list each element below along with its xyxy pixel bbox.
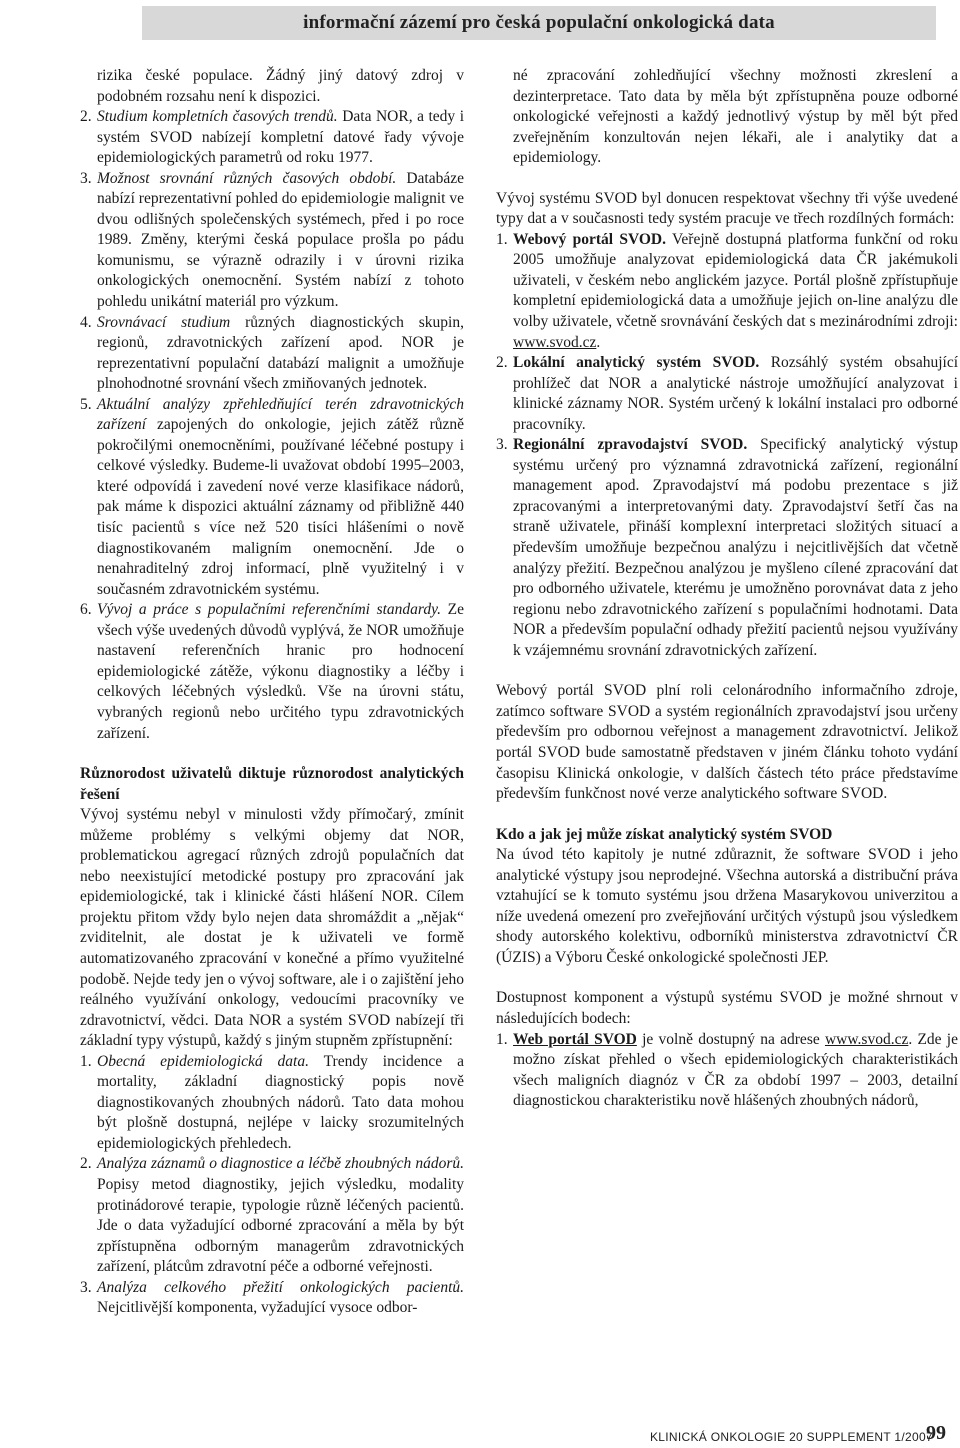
list-item-1-continuation: rizika české populace. Žádný jiný datový zdroj v podobném rozsahu není k dispozici. [97,67,464,105]
form-item-3: 3. Regionální zpravodajství SVOD. Specifický analytický výstup systému určený pro významná zdravotnická zařízení, regionální management apod. Zpravodajství má podobu prezentace s již zpracovanými a interpretovanými daty. Zpravodajství šetří čas na straně uživatele, přináší komplexní interpretaci složitých situací a především umožňuje bezpečnou analýzu i nejcitlivějších dat včetně analýzy přežití. Bezpečnou analýzou je myšleno cílené zpracování dat pro odborného uživatele, kterému je umožněno porovnávat data z jeho regionu nebo zdravotnického zařízení s populačními hodnotami. Data NOR a především populační odhady přežití pacientů nejsou využívány k vzájemnému srovnání zdravotnických zařízení. [496,436,958,659]
output-item-2: 2. Analýza záznamů o diagnostice a léčbě zhoubných nádorů. Popisy metod diagnostiky, jejich výsledku, modality protinádorové terapie, typologie různě léčených pacientů. Jde o data vyžadující odborné zpracování a měla by být zpřístupněna odborným managerům zdravotnických zařízení, plátcům zdravotní péče a odborné veřejnosti. [80,1155,464,1276]
output-item-1: 1. Obecná epidemiologická data. Trendy incidence a mortality, základní diagnostický popis nově diagnostikovaných zhoubných nádorů. Tato data mohou být plošně dostupná, nejlépe v laicky srozumitelných epidemiologických přehledech. [80,1052,464,1152]
paragraph-components: Dostupnost komponent a výstupů systému SVOD je možné shrnout v následujících bodech: [496,989,958,1027]
list-item-6: 6. Vývoj a práce s populačními referenčními standardy. Ze všech výše uvedených důvodů vyplývá, že NOR umožňuje nastavení referenčních hranic pro hodnocení epidemiologické zátěže, výkonu diagnostiky a léčby i celkových léčebných výsledků. Vše na úrovni státu, vybraných regionů nebo určitého typu zdravotnických zařízení. [80,601,464,742]
page-number: 99 [926,1422,946,1444]
list-item-2: 2. Studium kompletních časových trendů. Data NOR, a tedy i systém SVOD nabízejí kompletní datové řady vývoje epidemiologických parametrů od roku 1977. [80,108,464,167]
list-item-4: 4. Srovnávací studium různých diagnostických skupin, regionů, zdravotnických zařízení apod. NOR je reprezentativní populační databází malignit a umožňuje plnohodnotné srovnání všech zmiňovaných jednotek. [80,313,464,393]
spacer [496,169,958,189]
spacer [80,744,464,764]
form-item-2: 2. Lokální analytický systém SVOD. Rozsáhlý systém obsahující prohlížeč dat NOR a analytické nástroje umožňující analyzovat i klinické záznamy NOR. Systém určený k lokální instalaci pro odborné pracovníky. [496,354,958,433]
paragraph-web-portal: Webový portál SVOD plní roli celonárodního informačního zdroje, zatímco software SVOD a systém regionálních zpravodajství jsou určeny především pro odbornou veřejnost a management zdravotnictví. Jelikož portál SVOD bude samostatně představen v jiném článku tohoto vydání časopisu Klinická onkologie, v dalších částech této práce představíme především funkčnost nové verze analytického software SVOD. [496,682,958,803]
section-heading-access: Kdo a jak jej může získat analytický systém SVOD [496,825,833,843]
form-item-1: 1. Webový portál SVOD. Veřejně dostupná platforma funkční od roku 2005 umožňuje analyzovat epidemiologická data ČR jakémukoli uživateli, v českém nebo anglickém jazyce. Portál plošně zpřístupňuje kompletní epidemiologická data a umožňuje jejich on-line analýzu dle volby uživatele, včetně srovnávání českých dat s mezinárodními zdroji: www.svod.cz. [496,230,958,351]
spacer [496,661,958,681]
paragraph-access: Na úvod této kapitoly je nutné zdůraznit, že software SVOD i jeho analytické výstupy jsou neprodejné. Všechna autorská a distribuční práva vztahující se k tomuto systému jsou držena Masarykovou univerzitou a níže uvedená omezení pro zveřejňování určitých výstupů jsou výsledkem shody autorského kolektivu, odborníků ministerstva zdravotnictví ČR (ÚZIS) a Výboru České onkologické společnosti JEP. [496,846,958,966]
spacer [496,805,958,825]
journal-name: KLINICKÁ ONKOLOGIE 20 SUPPLEMENT 1/2007 [650,1430,933,1444]
paragraph-system-forms: Vývoj systému SVOD byl donucen respektovat všechny tři výše uvedené typy dat a v současnosti tedy systém pracuje ve třech rozdílných formách: [496,189,958,228]
section-heading-users: Různorodost uživatelů diktuje různorodost analytických řešení [80,765,464,803]
output-item-3-continuation: né zpracování zohledňující všechny možnosti zkreslení a dezinterpretace. Tato data by měla být zpřístupněna pouze odborné onkologické veřejnosti a každý jednotlivý výstup by měl být před zveřejněním konzultován nejen lékaři, ale i analytiky dat a epidemiology. [513,67,958,167]
component-item-1: 1. Web portál SVOD je volně dostupný na adrese www.svod.cz. Zde je možno získat přehled o všech epidemiologických charakteristikách všech maligních diagnóz v ČR za období 1997 – 2003, detailní diagnostickou charakteristiku nově hlášených zhoubných nádorů, [496,1030,958,1110]
spacer [496,968,958,988]
paragraph-system-development: Vývoj systému nebyl v minulosti vždy přímočarý, zmínit můžeme problémy s velkými objemy dat NOR, problematickou agregací různých zdrojů populačních dat nebo neexistující metodické postupy pro zpracování jak epidemiologické, tak i klinické části hlášení NOR. Cílem projektu přitom vždy bylo nejen data shromáždit a „nějak“ zviditelnit, ale dostat je k uživateli ve formě automatizovaného zpracování v konečné a přímo využitelné podobě. Nejde tedy jen o vývoj software, ale i o zajištění jeho reálného využívání onkology, vedoucími pracovníky ve zdravotnictví, vědci. Data NOR a systém SVOD nabízejí tři základní typy výstupů, každý s jiným stupněm zpřístupnění: [80,806,464,1050]
list-item-3: 3. Možnost srovnání různých časových období. Databáze nabízí reprezentativní pohled do epidemiologie malignit ve dvou odlišných společenských systémech, před i po roce 1989. Změny, kterými česká populace prošla po pádu komunismu, se výrazně odrazily i v úrovni rizika onkologických onemocnění. Systém nabízí z tohoto pohledu unikátní materiál pro výzkum. [80,169,464,311]
header-title: informační zázemí pro česká populační onkologická data [303,12,775,33]
svod-link[interactable]: www.svod.cz [824,1030,909,1048]
output-item-3: 3. Analýza celkového přežití onkologických pacientů. Nejcitlivější komponenta, vyžadující vysoce odbor- [80,1278,464,1317]
list-item-5: 5. Aktuální analýzy zpřehledňující terén zdravotnických zařízení zapojených do onkologie, jejich zátěž různě pokročilými onemocněními, používané léčebné postupy i celkové výsledky. Budeme-li uvažovat období 1995–2003, které odpovídá i zavedení nové verze klasifikace nádorů, pak máme k dispozici aktuální záznamy od přibližně 440 tisíc pacientů s více než 520 tisíci hlášeními o nově diagnostikovaném maligním onemocnění. Jde o nenahraditelný zdroj informací, plně využitelný i v současném zdravotnickém systému. [80,395,464,598]
right-column [496,66,958,1112]
svod-link[interactable]: www.svod.cz [513,333,597,351]
page-header-banner [142,6,936,40]
page-footer [650,1424,950,1448]
left-column [80,66,464,1319]
